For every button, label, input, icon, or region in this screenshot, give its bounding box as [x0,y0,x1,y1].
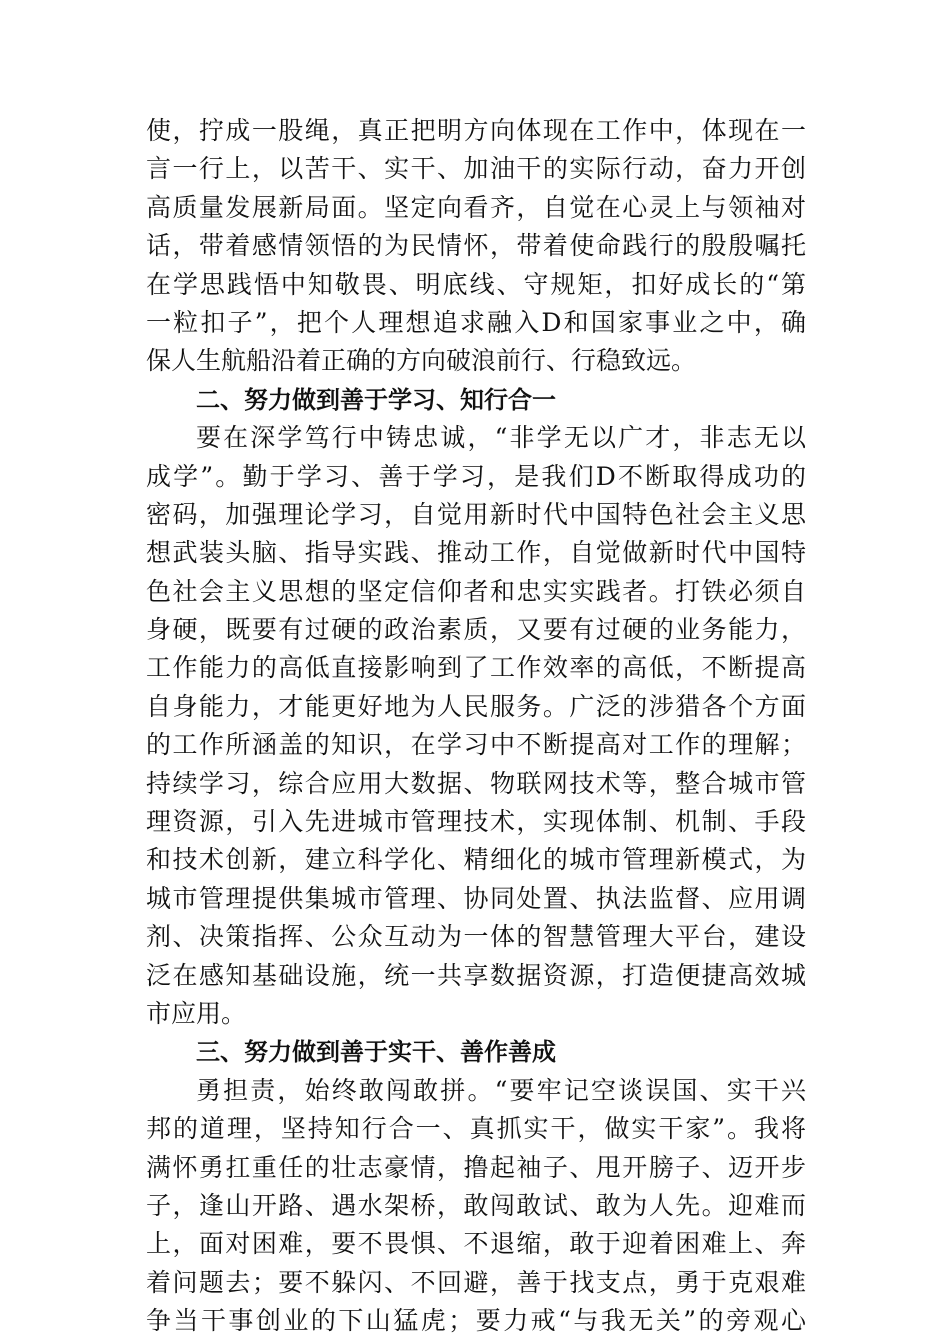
text-line: 着问题去；要不躲闪、不回避，善于找支点，勇于克艰难 [146,1267,806,1297]
text-line: 言一行上，以苦干、实干、加油干的实际行动，奋力开创 [146,154,806,184]
text-line: 和技术创新，建立科学化、精细化的城市管理新模式，为 [146,845,806,875]
text-line: 理资源，引入先进城市管理技术，实现体制、机制、手段 [146,807,806,837]
text-line: 泛在感知基础设施，统一共享数据资源，打造便捷高效城 [146,960,806,990]
text-line: 密码，加强理论学习，自觉用新时代中国特色社会主义思 [146,499,806,529]
section-heading-3: 三、努力做到善于实干、善作善成 [196,1038,556,1067]
text-line: 色社会主义思想的坚定信仰者和忠实实践者。打铁必须自 [146,576,806,606]
text-line: 争当干事创业的下山猛虎；要力戒“与我无关”的旁观心 [146,1306,806,1336]
text-line: 剂、决策指挥、公众互动为一体的智慧管理大平台，建设 [146,922,806,952]
text-line: 子，逢山开路、遇水架桥，敢闯敢试、敢为人先。迎难而 [146,1190,806,1220]
paragraph-1 [146,112,806,381]
text-line: 的工作所涵盖的知识，在学习中不断提高对工作的理解； [146,730,806,760]
text-line: 上，面对困难，要不畏惧、不退缩，敢于迎着困难上、奔 [146,1229,806,1259]
text-line: 勇担责，始终敢闯敢拼。“要牢记空谈误国、实干兴 [196,1075,806,1105]
text-line: 城市管理提供集城市管理、协同处置、执法监督、应用调 [146,883,806,913]
text-line: 邦的道理，坚持知行合一、真抓实干，做实干家”。我将 [146,1114,806,1144]
text-line: 在学思践悟中知敬畏、明底线、守规矩，扣好成长的“第 [146,269,806,299]
paragraph-3 [146,1072,806,1341]
text-line: 高质量发展新局面。坚定向看齐，自觉在心灵上与领袖对 [146,192,806,222]
text-line: 市应用。 [146,998,247,1028]
document-page [146,112,806,1341]
text-line: 成学”。勤于学习、善于学习，是我们D不断取得成功的 [146,461,806,491]
text-line: 工作能力的高低直接影响到了工作效率的高低，不断提高 [146,653,806,683]
text-line: 持续学习，综合应用大数据、物联网技术等，整合城市管 [146,768,806,798]
text-line: 满怀勇扛重任的壮志豪情，撸起袖子、甩开膀子、迈开步 [146,1152,806,1182]
text-line: 保人生航船沿着正确的方向破浪前行、行稳致远。 [146,346,697,376]
text-line: 身硬，既要有过硬的政治素质，又要有过硬的业务能力， [146,615,806,645]
text-line: 话，带着感情领悟的为民情怀，带着使命践行的殷殷嘱托 [146,231,806,261]
text-line: 要在深学笃行中铸忠诚，“非学无以广才，非志无以 [196,423,806,453]
text-line: 使，拧成一股绳，真正把明方向体现在工作中，体现在一 [146,116,806,145]
text-line: 一粒扣子”，把个人理想追求融入D和国家事业之中，确 [146,307,806,337]
paragraph-2 [146,419,806,1033]
text-line: 想武装头脑、指导实践、推动工作，自觉做新时代中国特 [146,538,806,568]
section-heading-2: 二、努力做到善于学习、知行合一 [196,385,556,414]
text-line: 自身能力，才能更好地为人民服务。广泛的涉猎各个方面 [146,691,806,721]
